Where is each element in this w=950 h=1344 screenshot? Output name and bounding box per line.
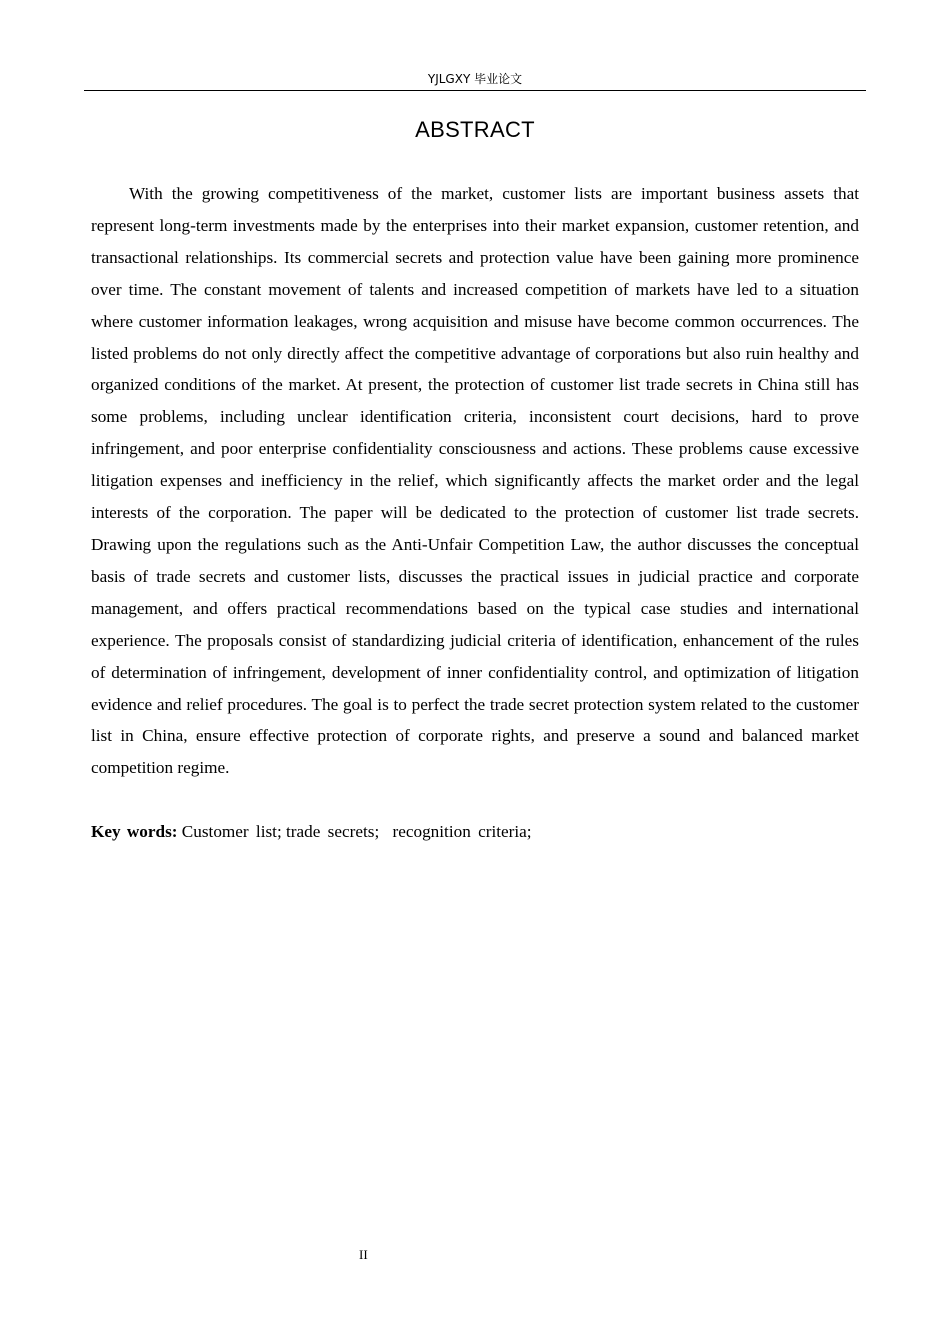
abstract-title: ABSTRACT (415, 117, 535, 142)
keywords-line (91, 816, 859, 848)
keywords-label: Key words: (91, 822, 178, 841)
keyword-item: recognition criteria; (392, 822, 532, 841)
keyword-item: trade secrets; (286, 822, 380, 841)
running-title: YJLGXY 毕业论文 (427, 72, 523, 86)
keyword-item: Customer list; (181, 822, 282, 841)
page-number: II (359, 1247, 368, 1262)
page-header (84, 70, 866, 91)
abstract-body: With the growing competitiveness of the market, customer lists are important business assets that represent long-term investments made by the enterprises into their market expansion, customer retention, and transactional relationships. Its commercial secrets and protection value have been gaining more prominence over time. The constant movement of talents and increased competition of markets have led to a situation where customer information leakages, wrong acquisition and misuse have become common occurrences. The listed problems do not only directly affect the competitive advantage of corporations but also ruin healthy and organized conditions of the market. At present, the protection of customer list trade secrets in China still has some problems, including unclear identification criteria, inconsistent court decisions, hard to prove infringement, and poor enterprise confidentiality consciousness and actions. These problems cause excessive litigation expenses and inefficiency in the relief, which significantly affects the market order and the legal interests of the corporation. The paper will be dedicated to the protection of customer list trade secrets. Drawing upon the regulations such as the Anti-Unfair Competition Law, the author discusses the conceptual basis of trade secrets and customer lists, discusses the practical issues in judicial practice and corporate management, and offers practical recommendations based on the typical case studies and international experience. The proposals consist of standardizing judicial criteria of identification, enhancement of the rules of determination of infringement, development of inner confidentiality control, and optimization of litigation evidence and relief procedures. The goal is to perfect the trade secret protection system related to the customer list in China, ensure effective protection of corporate rights, and preserve a sound and balanced market competition regime. (91, 184, 859, 778)
